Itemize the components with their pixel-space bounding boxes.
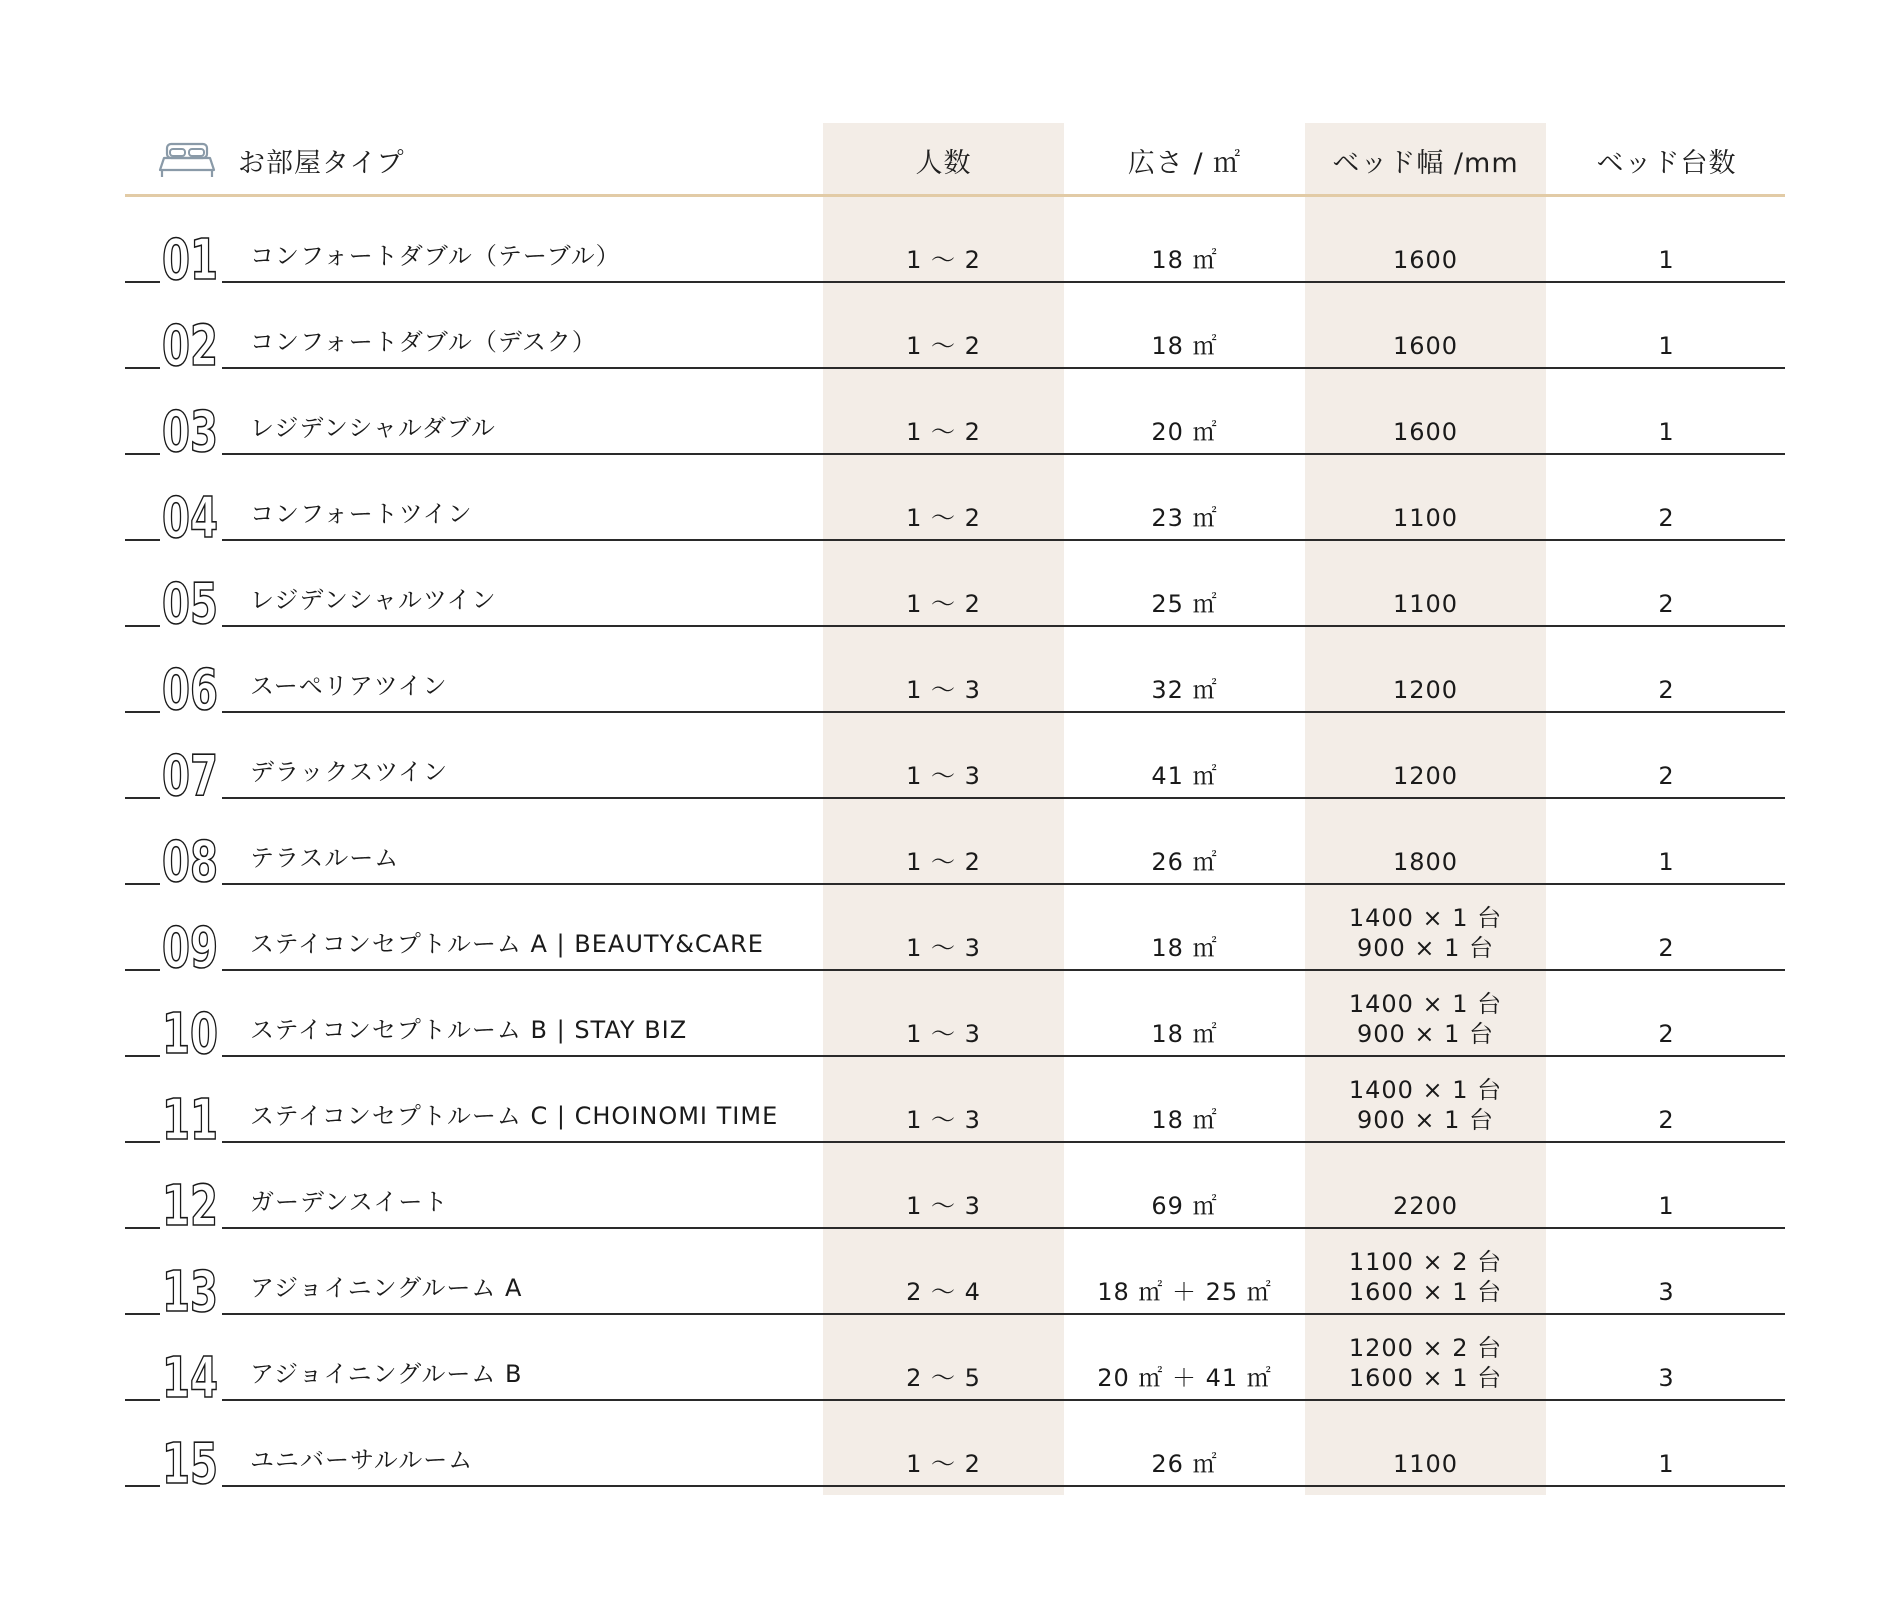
room-capacity: 1 ～ 3: [906, 762, 981, 790]
table-row: [125, 1229, 1785, 1325]
room-name: コンフォートダブル（テーブル）: [250, 242, 621, 270]
room-bed-width: [1305, 331, 1546, 361]
room-capacity: 2 ～ 4: [906, 1278, 981, 1306]
room-bed-count: 2: [1658, 762, 1675, 790]
room-bed-width: [1305, 1449, 1546, 1479]
room-number-text: 01: [162, 228, 218, 293]
room-capacity: 1 ～ 3: [906, 934, 981, 962]
room-name: ステイコンセプトルーム B | STAY BIZ: [250, 1016, 688, 1044]
room-bed-count: 2: [1658, 934, 1675, 962]
room-number: [160, 1002, 222, 1067]
bed-width-line: 1600: [1392, 418, 1459, 446]
header-bed-count: ベッド台数: [1596, 147, 1737, 179]
room-capacity: 1 ～ 2: [906, 418, 981, 446]
bed-width-line: 900 × 1 台: [1356, 1106, 1495, 1134]
room-area: 26 ㎡: [1151, 848, 1218, 876]
room-capacity: 1 ～ 2: [906, 590, 981, 618]
room-area: 23 ㎡: [1151, 504, 1218, 532]
room-number-text: 11: [162, 1088, 218, 1153]
room-number-text: 04: [162, 486, 218, 551]
table-row: [125, 541, 1785, 637]
room-number: [160, 1346, 222, 1411]
room-bed-count: 1: [1658, 332, 1675, 360]
room-bed-count: 2: [1658, 590, 1675, 618]
room-number-text: 03: [162, 400, 218, 465]
room-area: 18 ㎡: [1151, 246, 1218, 274]
room-area: 18 ㎡: [1151, 332, 1218, 360]
room-name: レジデンシャルツイン: [250, 586, 497, 614]
table-row: [125, 713, 1785, 809]
room-number-text: 07: [162, 744, 218, 809]
room-number-text: 13: [162, 1260, 218, 1325]
header-room-type-label: お部屋タイプ: [238, 147, 405, 179]
table-row: [125, 197, 1785, 293]
room-bed-count: 1: [1658, 848, 1675, 876]
room-bed-count: 2: [1658, 1106, 1675, 1134]
table-row: [125, 455, 1785, 551]
room-bed-count: 3: [1658, 1364, 1675, 1392]
room-bed-width: [1305, 989, 1546, 1049]
room-number: [160, 486, 222, 551]
room-area: 20 ㎡: [1151, 418, 1218, 446]
room-bed-width: [1305, 417, 1546, 447]
room-number: [160, 1260, 222, 1325]
room-number: [160, 744, 222, 809]
room-number: [160, 830, 222, 895]
table-row: [125, 885, 1785, 981]
room-area: 69 ㎡: [1151, 1192, 1218, 1220]
room-name: ガーデンスイート: [250, 1188, 449, 1216]
table-row: [125, 1401, 1785, 1497]
header-area: 広さ / ㎡: [1127, 147, 1242, 179]
room-number: [160, 228, 222, 293]
room-number-text: 14: [162, 1346, 218, 1411]
room-area: 41 ㎡: [1151, 762, 1218, 790]
room-bed-width: [1305, 589, 1546, 619]
room-area: 18 ㎡: [1151, 1106, 1218, 1134]
bed-width-line: 1200 × 2 台: [1348, 1334, 1503, 1362]
bed-width-line: 1100: [1392, 1450, 1459, 1478]
room-bed-width: [1305, 503, 1546, 533]
room-number: [160, 314, 222, 379]
room-bed-count: 1: [1658, 1192, 1675, 1220]
room-name: テラスルーム: [250, 844, 400, 872]
bed-width-line: 1400 × 1 台: [1348, 904, 1503, 932]
bed-width-line: 1100: [1392, 590, 1459, 618]
room-area: 32 ㎡: [1151, 676, 1218, 704]
room-number-text: 15: [162, 1432, 218, 1497]
room-name: コンフォートツイン: [250, 500, 473, 528]
bed-width-line: 1600 × 1 台: [1348, 1364, 1503, 1392]
room-name: ステイコンセプトルーム A | BEAUTY&CARE: [250, 930, 764, 958]
room-capacity: 1 ～ 2: [906, 848, 981, 876]
room-number: [160, 400, 222, 465]
room-name: アジョイニングルーム A: [250, 1274, 523, 1302]
bed-width-line: 1200: [1392, 762, 1459, 790]
room-name: ステイコンセプトルーム C | CHOINOMI TIME: [250, 1102, 779, 1130]
header-room-type: [125, 123, 823, 197]
room-number: [160, 572, 222, 637]
table-row: [125, 1057, 1785, 1153]
bed-width-line: 1100 × 2 台: [1348, 1248, 1503, 1276]
bed-width-line: 1800: [1392, 848, 1459, 876]
room-number-text: 12: [162, 1174, 218, 1239]
bed-width-line: 900 × 1 台: [1356, 934, 1495, 962]
bed-width-line: 1600: [1392, 246, 1459, 274]
table-row: [125, 627, 1785, 723]
room-bed-width: [1305, 245, 1546, 275]
bed-width-line: 1100: [1392, 504, 1459, 532]
room-number-text: 06: [162, 658, 218, 723]
room-bed-count: 2: [1658, 1020, 1675, 1048]
bed-width-line: 1400 × 1 台: [1348, 990, 1503, 1018]
room-area: 26 ㎡: [1151, 1450, 1218, 1478]
room-capacity: 1 ～ 2: [906, 332, 981, 360]
room-bed-count: 1: [1658, 418, 1675, 446]
room-name: コンフォートダブル（デスク）: [250, 328, 597, 356]
room-name: デラックスツイン: [250, 758, 449, 786]
bed-width-line: 1400 × 1 台: [1348, 1076, 1503, 1104]
room-area: 25 ㎡: [1151, 590, 1218, 618]
room-capacity: 1 ～ 2: [906, 504, 981, 532]
room-area: 18 ㎡: [1151, 934, 1218, 962]
room-number: [160, 1174, 222, 1239]
bed-width-line: 900 × 1 台: [1356, 1020, 1495, 1048]
room-capacity: 1 ～ 2: [906, 246, 981, 274]
bed-width-line: 2200: [1392, 1192, 1459, 1220]
room-name: アジョイニングルーム B: [250, 1360, 523, 1388]
room-bed-count: 1: [1658, 1450, 1675, 1478]
table-row: [125, 1143, 1785, 1239]
table-header: [125, 123, 1785, 197]
table-row: [125, 283, 1785, 379]
room-name: レジデンシャルダブル: [250, 414, 496, 442]
room-number: [160, 916, 222, 981]
room-capacity: 1 ～ 3: [906, 1192, 981, 1220]
room-bed-width: [1305, 903, 1546, 963]
room-capacity: 1 ～ 3: [906, 1106, 981, 1134]
room-bed-count: 2: [1658, 504, 1675, 532]
room-table: [125, 197, 1785, 1497]
room-capacity: 1 ～ 3: [906, 676, 981, 704]
room-number-text: 05: [162, 572, 218, 637]
bed-width-line: 1600: [1392, 332, 1459, 360]
room-number-text: 09: [162, 916, 218, 981]
room-bed-count: 3: [1658, 1278, 1675, 1306]
room-number: [160, 658, 222, 723]
room-bed-count: 2: [1658, 676, 1675, 704]
room-capacity: 1 ～ 3: [906, 1020, 981, 1048]
room-bed-width: [1305, 1247, 1546, 1307]
room-bed-width: [1305, 847, 1546, 877]
room-number-text: 08: [162, 830, 218, 895]
room-capacity: 1 ～ 2: [906, 1450, 981, 1478]
room-bed-width: [1305, 675, 1546, 705]
room-bed-width: [1305, 1191, 1546, 1221]
room-bed-width: [1305, 1333, 1546, 1393]
room-area: 18 ㎡: [1151, 1020, 1218, 1048]
table-row: [125, 971, 1785, 1067]
bed-icon: [158, 140, 216, 180]
room-area: 18 ㎡ ＋ 25 ㎡: [1097, 1278, 1272, 1306]
bed-width-line: 1200: [1392, 676, 1459, 704]
room-bed-count: 1: [1658, 246, 1675, 274]
room-bed-width: [1305, 761, 1546, 791]
header-capacity: 人数: [915, 147, 972, 179]
table-row: [125, 799, 1785, 895]
room-name: スーペリアツイン: [250, 672, 448, 700]
room-area: 20 ㎡ ＋ 41 ㎡: [1097, 1364, 1272, 1392]
header-bed-width: ベッド幅 /mm: [1332, 147, 1519, 179]
room-name: ユニバーサルルーム: [250, 1446, 474, 1474]
table-row: [125, 1315, 1785, 1411]
room-number: [160, 1432, 222, 1497]
table-row: [125, 369, 1785, 465]
bed-width-line: 1600 × 1 台: [1348, 1278, 1503, 1306]
room-number-text: 02: [162, 314, 218, 379]
room-capacity: 2 ～ 5: [906, 1364, 981, 1392]
room-number: [160, 1088, 222, 1153]
room-number-text: 10: [162, 1002, 218, 1067]
room-bed-width: [1305, 1075, 1546, 1135]
